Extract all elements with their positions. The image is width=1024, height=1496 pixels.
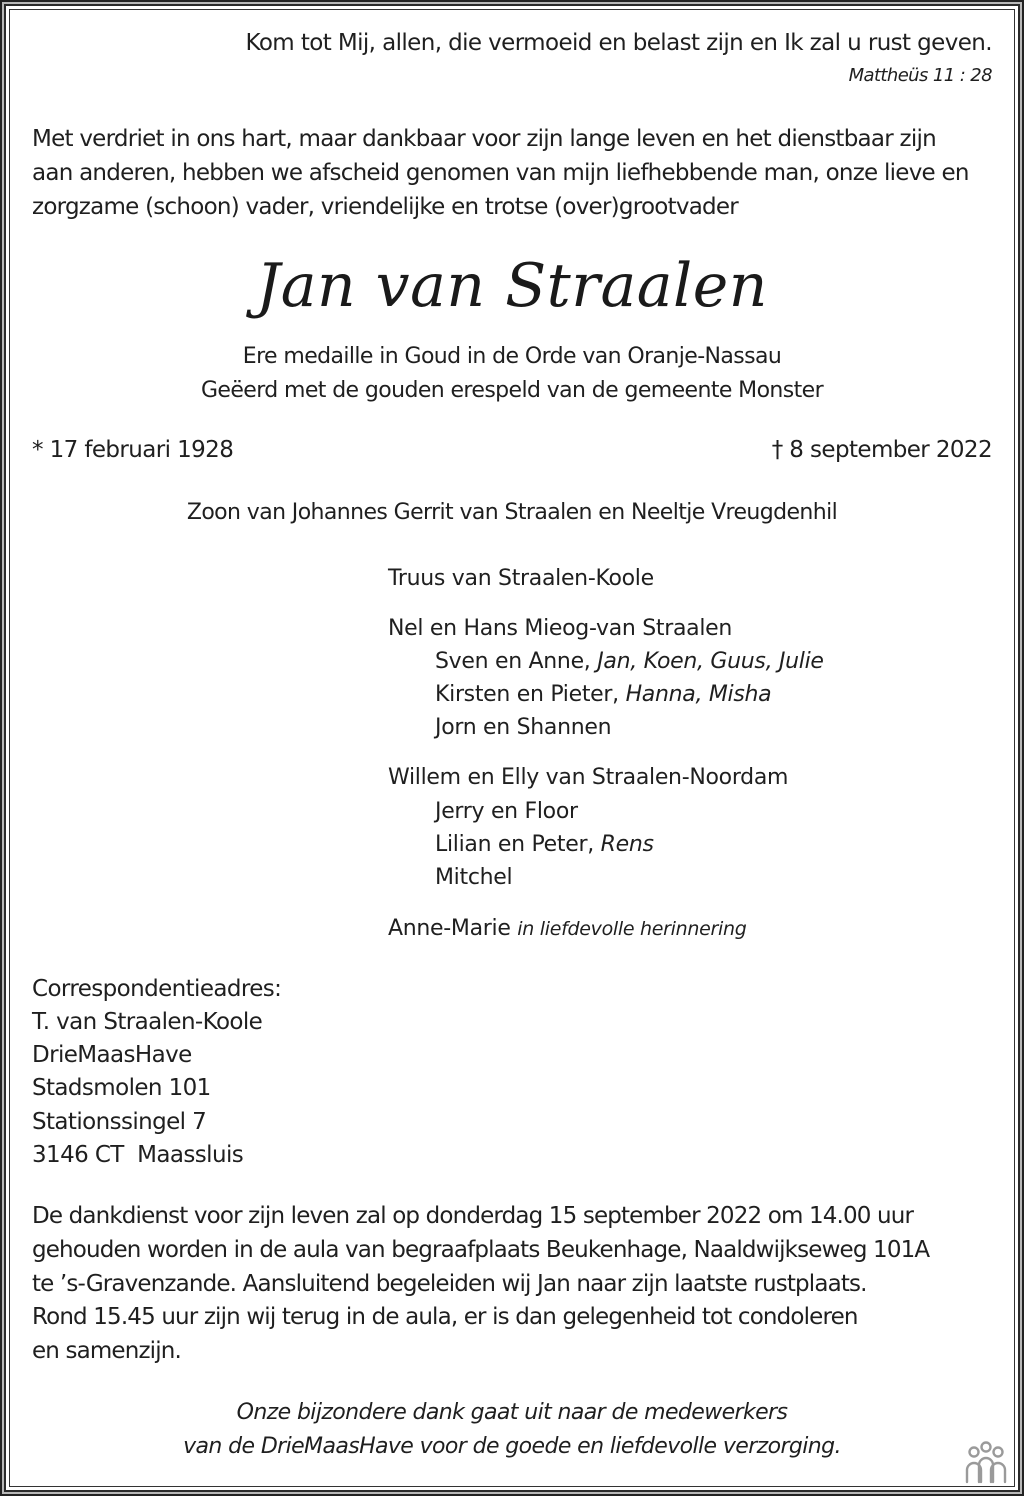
grandchildren: Rens: [600, 832, 654, 857]
bible-reference: Mattheüs 11 : 28: [848, 65, 992, 86]
child-names: Lilian en Peter,: [435, 832, 594, 857]
deceased-name: Jan van Straalen: [256, 251, 768, 321]
family-branch-2-parent: Willem en Elly van Straalen-Noordam: [388, 765, 789, 790]
honor-2: Geëerd met de gouden erespeld van de gemeente Monster: [200, 378, 824, 403]
correspondence-label: Correspondentieadres:: [32, 976, 282, 1002]
family-branch-2-child-2: [435, 828, 654, 861]
address-line-5: 3146 CT Maassluis: [32, 1142, 244, 1168]
intro-line-1: Met verdriet in ons hart, maar dankbaar voor zijn lange leven en het dienstbaar zijn: [32, 126, 936, 152]
child-names: Jorn en Shannen: [435, 715, 612, 740]
service-line-5: en samenzijn.: [32, 1338, 181, 1364]
service-line-3: te ’s-Gravenzande. Aansluitend begeleiden wij Jan naar zijn laatste rustplaats.: [32, 1271, 867, 1297]
honor-1: Ere medaille in Goud in de Orde van Oranje-Nassau: [242, 344, 782, 369]
child-names: Mitchel: [435, 865, 513, 890]
people-group-icon: [962, 1440, 1010, 1486]
address-line-2: DrieMaasHave: [32, 1042, 192, 1068]
family-branch-1-child-2: [435, 678, 771, 711]
death-date: † 8 september 2022: [771, 437, 992, 463]
thanks-line-1: Onze bijzondere dank gaat uit naar de medewerkers: [236, 1400, 788, 1425]
parents: Zoon van Johannes Gerrit van Straalen en Neeltje Vreugdenhil: [186, 500, 838, 525]
family-branch-1-child-1: [435, 645, 824, 678]
service-line-4: Rond 15.45 uur zijn wij terug in de aula, er is dan gelegenheid tot condoleren: [32, 1304, 858, 1330]
address-line-1: T. van Straalen-Koole: [32, 1009, 263, 1035]
intro-line-2: aan anderen, hebben we afscheid genomen van mijn liefhebbende man, onze lieve en: [32, 160, 969, 186]
intro-line-3: zorgzame (schoon) vader, vriendelijke en trotse (over)grootvader: [32, 194, 739, 220]
bible-quote: Kom tot Mij, allen, die vermoeid en belast zijn en Ik zal u rust geven.: [245, 30, 992, 56]
family-branch-2-child-3: [435, 861, 512, 894]
spouse: Truus van Straalen-Koole: [388, 566, 654, 591]
thanks-line-2: van de DrieMaasHave voor de goede en liefdevolle verzorging.: [183, 1434, 841, 1459]
child-names: Kirsten en Pieter,: [435, 682, 619, 707]
memorial: [388, 912, 746, 946]
family-branch-1-child-3: [435, 711, 611, 744]
service-line-2: gehouden worden in de aula van begraafplaats Beukenhage, Naaldwijkseweg 101A: [32, 1237, 930, 1263]
address-line-4: Stationssingel 7: [32, 1109, 207, 1135]
grandchildren: Hanna, Misha: [625, 682, 772, 707]
memorial-note: in liefdevolle herinnering: [517, 918, 747, 940]
child-names: Sven en Anne,: [435, 649, 591, 674]
family-branch-2-child-1: [435, 795, 578, 828]
birth-date: * 17 februari 1928: [32, 437, 234, 463]
child-names: Jerry en Floor: [435, 799, 578, 824]
grandchildren: Jan, Koen, Guus, Julie: [597, 649, 824, 674]
family-branch-1-parent: Nel en Hans Mieog-van Straalen: [388, 616, 733, 641]
address-line-3: Stadsmolen 101: [32, 1075, 211, 1101]
service-line-1: De dankdienst voor zijn leven zal op donderdag 15 september 2022 om 14.00 uur: [32, 1203, 914, 1229]
memorial-name: Anne-Marie: [388, 916, 511, 941]
